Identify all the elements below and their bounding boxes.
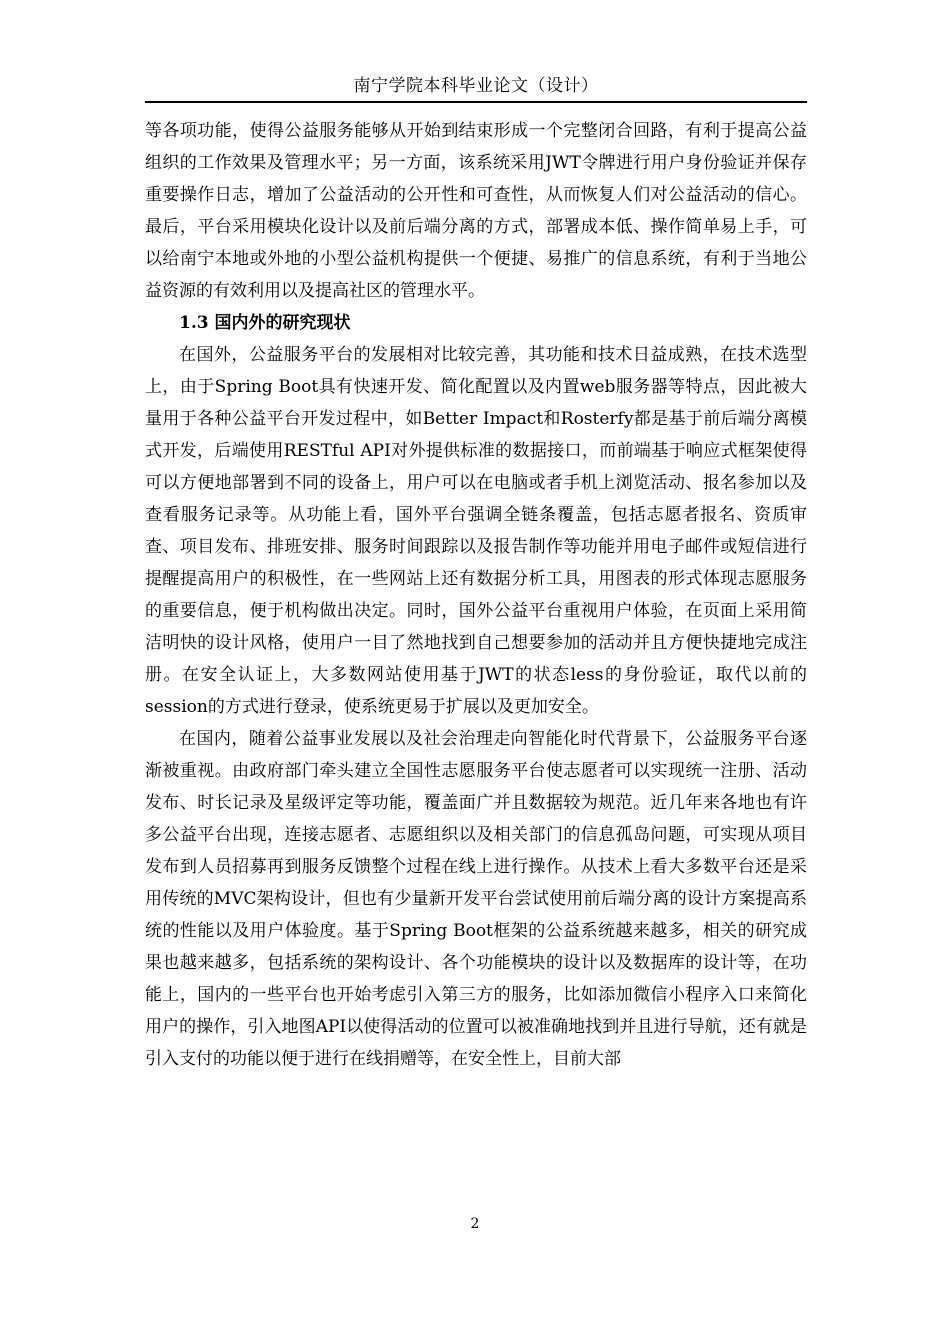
page-header: 南宁学院本科毕业论文（设计） xyxy=(353,76,599,96)
page-number: 2 xyxy=(470,1216,480,1232)
section-heading: 1.3 国内外的研究现状 xyxy=(179,313,351,333)
body-text xyxy=(145,115,807,1075)
header-rule xyxy=(145,101,807,103)
paragraph-continuation: 等各项功能，使得公益服务能够从开始到结束形成一个完整闭合回路，有利于提高公益组织的工作效果及管理水平；另一方面，该系统采用JWT令牌进行用户身份验证并保存重要操作日志，增加了公益活动的公开性和可查性，从而恢复人们对公益活动的信心。最后，平台采用模块化设计以及前后端分离的方式，部署成本低、操作简单易上手，可以给南宁本地或外地的小型公益机构提供一个便捷、易推广的信息系统，有利于当地公益资源的有效利用以及提高社区的管理水平。 xyxy=(145,121,807,301)
paragraph-foreign-research: 在国外，公益服务平台的发展相对比较完善，其功能和技术日益成熟，在技术选型上，由于Spring Boot具有快速开发、简化配置以及内置web服务器等特点，因此被大量用于各种公益平台开发过程中，如Better Impact和Rosterfy都是基于前后端分离模式开发，后端使用RESTful API对外提供标准的数据接口，而前端基于响应式框架使得可以方便地部署到不同的设备上，用户可以在电脑或者手机上浏览活动、报名参加以及查看服务记录等。从功能上看，国外平台强调全链条覆盖，包括志愿者报名、资质审查、项目发布、排班安排、服务时间跟踪以及报告制作等功能并用电子邮件或短信进行提醒提高用户的积极性，在一些网站上还有数据分析工具，用图表的形式体现志愿服务的重要信息，便于机构做出决定。同时，国外公益平台重视用户体验，在页面上采用简洁明快的设计风格，使用户一目了然地找到自己想要参加的活动并且方便快捷地完成注册。在安全认证上，大多数网站使用基于JWT的状态less的身份验证，取代以前的session的方式进行登录，使系统更易于扩展以及更加安全。 xyxy=(145,345,807,717)
paragraph-domestic-research: 在国内，随着公益事业发展以及社会治理走向智能化时代背景下，公益服务平台逐渐被重视。由政府部门牵头建立全国性志愿服务平台使志愿者可以实现统一注册、活动发布、时长记录及星级评定等功能，覆盖面广并且数据较为规范。近几年来各地也有许多公益平台出现，连接志愿者、志愿组织以及相关部门的信息孤岛问题，可实现从项目发布到人员招募再到服务反馈整个过程在线上进行操作。从技术上看大多数平台还是采用传统的MVC架构设计，但也有少量新开发平台尝试使用前后端分离的设计方案提高系统的性能以及用户体验度。基于Spring Boot框架的公益系统越来越多，相关的研究成果也越来越多，包括系统的架构设计、各个功能模块的设计以及数据库的设计等，在功能上，国内的一些平台也开始考虑引入第三方的服务，比如添加微信小程序入口来简化用户的操作，引入地图API以使得活动的位置可以被准确地找到并且进行导航，还有就是引入支付的功能以便于进行在线捐赠等，在安全性上，目前大部 xyxy=(145,729,807,1069)
